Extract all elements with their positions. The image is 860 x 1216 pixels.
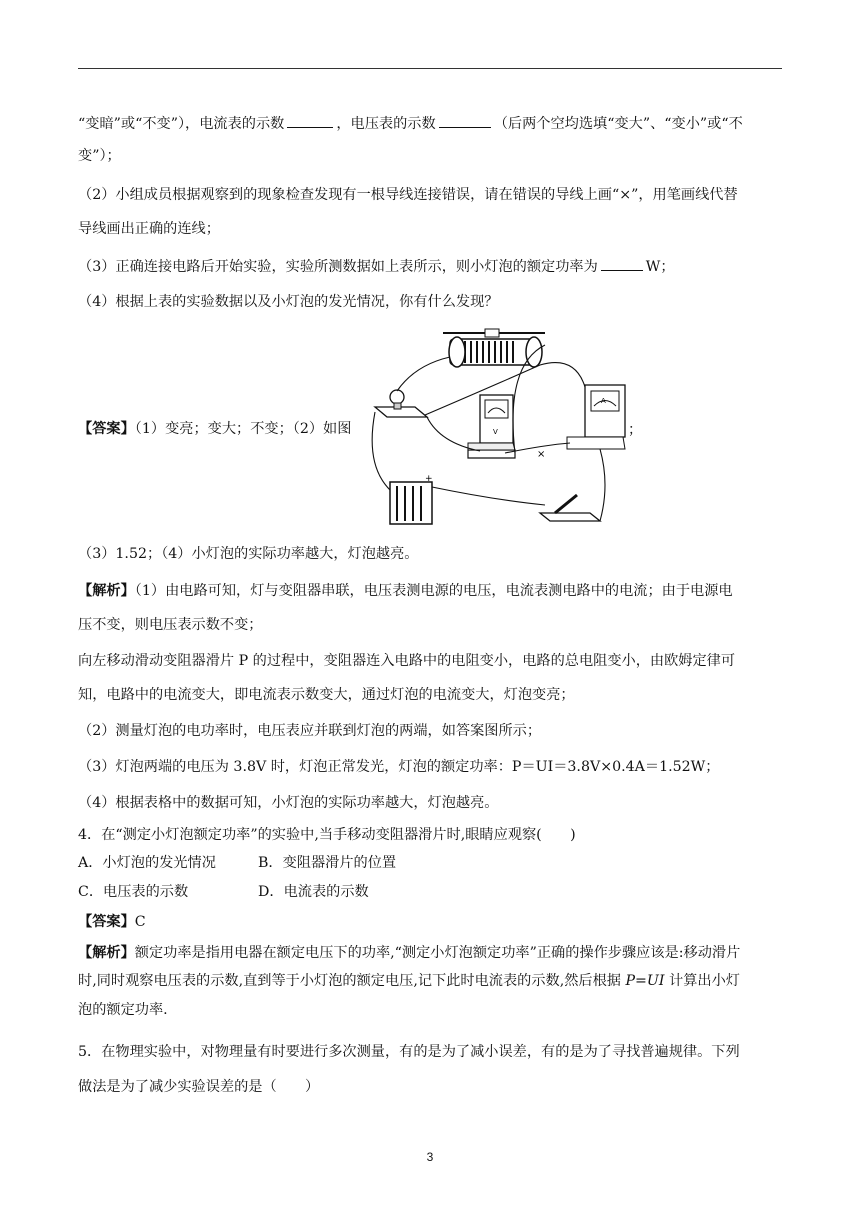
q5-line1: 5．在物理实验中，对物理量有时要进行多次测量，有的是为了减小误差，有的是为了寻找普遍规律。下列 [78, 1044, 740, 1060]
q3-part4: （4）根据上表的实验数据以及小灯泡的发光情况，你有什么发现？ [78, 294, 499, 310]
q3-analysis-line6: （3）灯泡两端的电压为 3.8V 时，灯泡正常发光，灯泡的额定功率：P＝UI＝3.8V×0.4A＝1.52W； [78, 759, 720, 775]
q4-analysis-line3: 泡的额定功率. [78, 1002, 168, 1018]
voltmeter-icon [468, 395, 515, 458]
q4-stem: 4．在“测定小灯泡额定功率”的实验中,当手移动变阻器滑片时,眼睛应观察( ) [78, 827, 576, 843]
header-rule [78, 68, 782, 69]
q3-analysis-line5: （2）测量灯泡的电功率时，电压表应并联到灯泡的两端，如答案图所示； [78, 723, 542, 739]
blank-voltage [439, 113, 491, 128]
cross-mark: × [537, 449, 546, 460]
blank-current [287, 113, 333, 128]
lamp-icon [375, 390, 427, 417]
q3-analysis-line1: 【解析】（1）由电路可知，灯与变阻器串联，电压表测电源的电压，电流表测电路中的电流；由于电源电 [78, 583, 733, 599]
circuit-diagram-figure [355, 325, 630, 530]
q4-answer: 【答案】C [78, 914, 146, 930]
switch-icon [540, 495, 600, 521]
svg-text:+: + [425, 474, 433, 484]
rheostat-icon [443, 329, 545, 367]
q3-analysis-line2: 压不变，则电压表示数不变； [78, 617, 263, 633]
battery-icon [390, 474, 433, 524]
blank-power [601, 256, 643, 271]
q3-part1-line1: “变暗”或“不变”），电流表的示数 ，电压表的示数 （后两个空均选填“变大”、“变小”或“不 [78, 113, 788, 134]
q3-analysis-line4: 知，电路中的电流变大，即电流表示数变大，通过灯泡的电流变大，灯泡变亮； [78, 687, 575, 703]
q3-part3: （3）正确连接电路后开始实验，实验所测数据如上表所示，则小灯泡的额定功率为 W； [78, 256, 788, 277]
q3-analysis-line3: 向左移动滑动变阻器滑片 P 的过程中，变阻器连入电路中的电阻变小，电路的总电阻变小，由欧姆定律可 [78, 653, 736, 669]
q3-analysis-line7: （4）根据表格中的数据可知，小灯泡的实际功率越大，灯泡越亮。 [78, 795, 499, 811]
q4-analysis-line1: 【解析】额定功率是指用电器在额定电压下的功率,“测定小灯泡额定功率”正确的操作步骤应该是:移动滑片 [78, 945, 741, 961]
q3-part2-line1: （2）小组成员根据观察到的现象检查发现有一根导线连接错误，请在错误的导线上画“×”，用笔画线代替 [78, 187, 738, 203]
q5-line2: 做法是为了减少实验误差的是（ ） [78, 1079, 320, 1095]
page-number: 3 [426, 1150, 434, 1164]
q4-analysis-line2: 时,同时观察电压表的示数,直到等于小灯泡的额定电压,记下此时电流表的示数,然后根据 P=UI 计算出小灯 [78, 973, 740, 989]
q3-answer: 【答案】（1）变亮；变大；不变；（2）如图 [78, 421, 352, 437]
q4-options-row1: A．小灯泡的发光情况 B．变阻器滑片的位置 [78, 855, 397, 871]
ammeter-icon [567, 385, 625, 449]
q3-part1-line2: 变”）； [78, 148, 121, 164]
answer-tail: ； [628, 422, 643, 438]
q3-part2-line2: 导线画出正确的连线； [78, 221, 220, 237]
q4-options-row2: C．电压表的示数 D．电流表的示数 [78, 884, 369, 900]
svg-text:A: A [601, 397, 606, 405]
q3-answer-line2: （3）1.52；（4）小灯泡的实际功率越大，灯泡越亮。 [78, 546, 419, 562]
svg-text:V: V [493, 428, 498, 436]
